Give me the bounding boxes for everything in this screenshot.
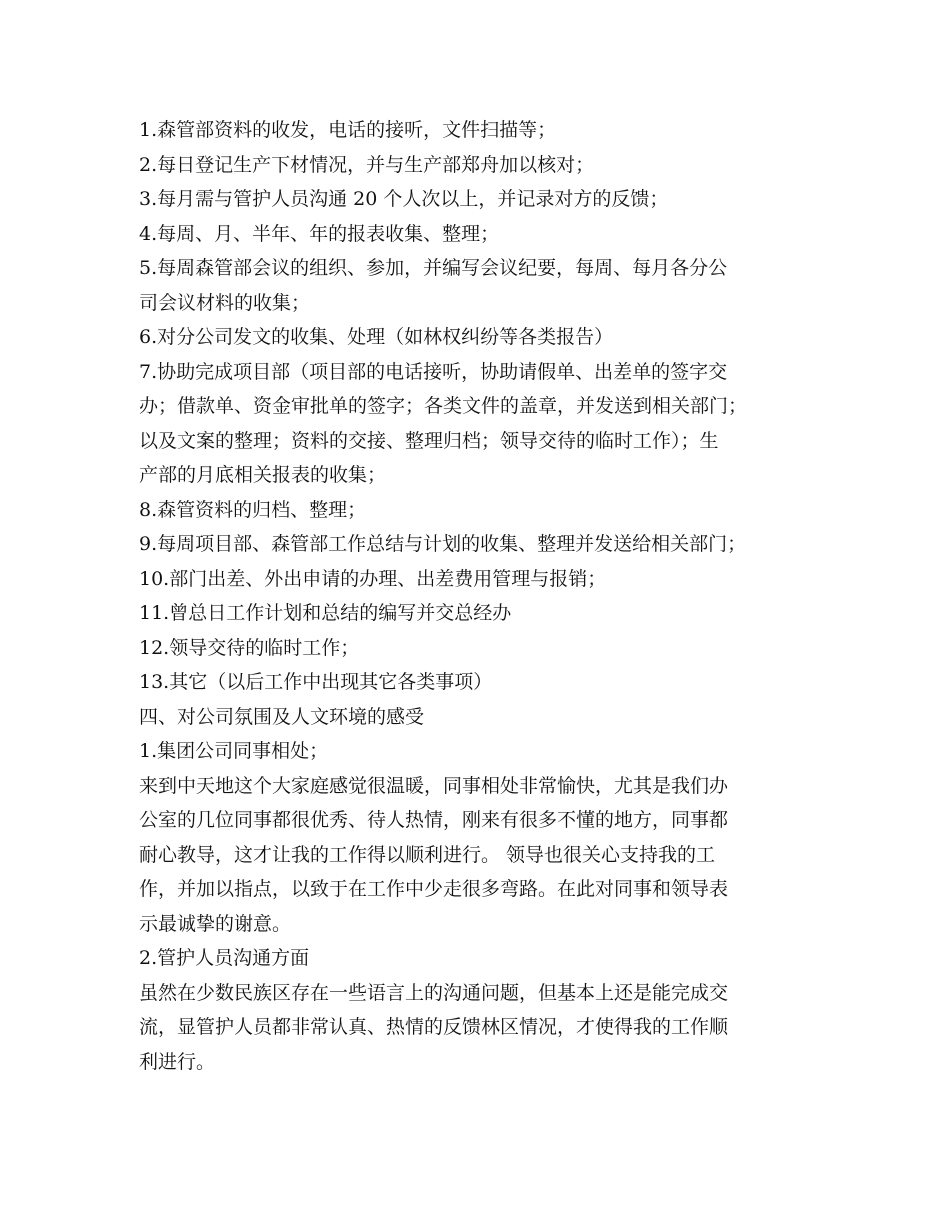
duty-item-7: 7.协助完成项目部（项目部的电话接听，协助请假单、出差单的签字交 bbox=[139, 360, 728, 383]
duty-item-1: 1.森管部资料的收发，电话的接听，文件扫描等； bbox=[139, 119, 557, 141]
duty-item-9: 9.每周项目部、森管部工作总结与计划的收集、整理并发送给相关部门； bbox=[139, 533, 747, 555]
document-page bbox=[139, 113, 829, 1079]
duty-item-4: 4.每周、月、半年、年的报表收集、整理； bbox=[139, 222, 500, 245]
duty-item-10: 10.部门出差、外出申请的办理、出差费用管理与报销； bbox=[139, 567, 607, 590]
duty-item-13: 13.其它（以后工作中出现其它各类事项） bbox=[139, 671, 493, 693]
duty-item-2: 2.每日登记生产下材情况，并与生产部郑舟加以核对； bbox=[139, 153, 595, 176]
paragraph-line: 耐心教导，这才让我的工作得以顺利进行。 领导也很关心支持我的工 bbox=[139, 843, 716, 866]
paragraph-line: 利进行。 bbox=[139, 1050, 216, 1073]
duty-item-3: 3.每月需与管护人员沟通 20 个人次以上，并记录对方的反馈； bbox=[139, 188, 669, 210]
subsection-heading-2: 2.管护人员沟通方面 bbox=[139, 947, 310, 969]
paragraph-line: 示最诚挚的谢意。 bbox=[139, 912, 292, 935]
duty-item-11: 11.曾总日工作计划和总结的编写并交总经办 bbox=[139, 602, 512, 624]
section-four bbox=[139, 700, 829, 1080]
paragraph-line: 流，显管护人员都非常认真、热情的反馈林区情况，才使得我的工作顺 bbox=[139, 1016, 729, 1038]
paragraph-line: 来到中天地这个大家庭感觉很温暖，同事相处非常愉快，尤其是我们办 bbox=[139, 774, 729, 797]
section-heading: 四、对公司氛围及人文环境的感受 bbox=[139, 705, 425, 728]
duty-item-7-cont-1: 办；借款单、资金审批单的签字；各类文件的盖章，并发送到相关部门； bbox=[139, 395, 748, 417]
duty-item-7-cont-3: 产部的月底相关报表的收集； bbox=[139, 464, 387, 486]
duty-item-6: 6.对分公司发文的收集、处理（如林权纠纷等各类报告） bbox=[139, 326, 614, 348]
paragraph-line: 作，并加以指点，以致于在工作中少走很多弯路。在此对同事和领导表 bbox=[139, 878, 729, 900]
paragraph-line: 公室的几位同事都很优秀、待人热情，刚来有很多不懂的地方，同事都 bbox=[139, 809, 729, 831]
duty-item-5-cont: 司会议材料的收集； bbox=[139, 291, 311, 314]
duty-item-5: 5.每周森管部会议的组织、参加，并编写会议纪要，每周、每月各分公 bbox=[139, 257, 728, 279]
paragraph-line: 虽然在少数民族区存在一些语言上的沟通问题，但基本上还是能完成交 bbox=[139, 981, 729, 1004]
duty-item-12: 12.领导交待的临时工作； bbox=[139, 636, 360, 659]
duty-list bbox=[139, 113, 829, 700]
subsection-heading-1: 1.集团公司同事相处； bbox=[139, 740, 329, 762]
duty-item-8: 8.森管资料的归档、整理； bbox=[139, 498, 367, 521]
duty-item-7-cont-2: 以及文案的整理；资料的交接、整理归档；领导交待的临时工作）；生 bbox=[139, 429, 719, 452]
